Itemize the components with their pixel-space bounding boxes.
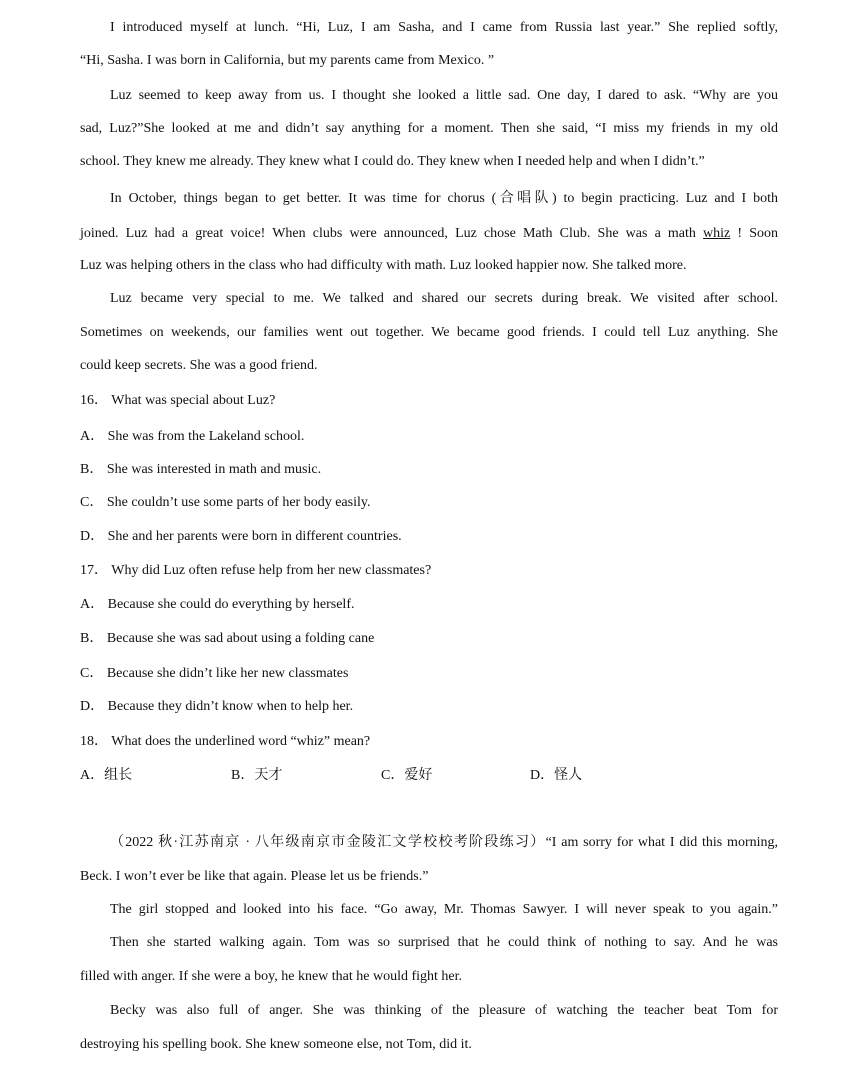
passage2-paragraph3-line1: Then she started walking again. Tom was so surprised that he could think of nothing to say. And he was	[110, 935, 778, 950]
question-17-option-b[interactable]: B． Because she was sad about using a folding cane	[80, 631, 375, 646]
passage1-paragraph3-line1: In October, things began to get better. It was time for chorus (合唱队) to begin practicing. Luz and I both	[110, 191, 778, 206]
passage2-intro-line2: Beck. I won’t ever be like that again. Please let us be friends.”	[80, 869, 429, 884]
question-16-option-c[interactable]: C． She couldn’t use some parts of her body easily.	[80, 495, 371, 510]
passage2-paragraph4-line2: destroying his spelling book. She knew someone else, not Tom, did it.	[80, 1037, 472, 1052]
question-16-option-d[interactable]: D． She and her parents were born in different countries.	[80, 529, 402, 544]
question-16-option-b[interactable]: B． She was interested in math and music.	[80, 462, 322, 477]
passage2-paragraph4-line1: Becky was also full of anger. She was thinking of the pleasure of watching the teacher beat Tom for	[110, 1003, 778, 1018]
passage1-paragraph3-line3: Luz was helping others in the class who had difficulty with math. Luz looked happier now. She talked more.	[80, 258, 687, 273]
question-18-stem: 18． What does the underlined word “whiz” mean?	[80, 734, 371, 749]
passage1-paragraph4-line3: could keep secrets. She was a good friend.	[80, 358, 318, 373]
question-18-options	[80, 766, 778, 786]
question-18-option-a[interactable]: A．组长	[80, 768, 133, 783]
passage1-paragraph3-line2	[80, 224, 778, 244]
passage1-paragraph3-line2-end: ! Soon	[730, 226, 778, 241]
passage1-paragraph2-line3: school. They knew me already. They knew what I could do. They knew when I needed help and when I didn’t.”	[80, 154, 705, 169]
passage1-paragraph2-line2: sad, Luz?”She looked at me and didn’t say anything for a moment. Then she said, “I miss my friends in my old	[80, 121, 778, 136]
passage2-paragraph3-line2: filled with anger. If she were a boy, he knew that he would fight her.	[80, 969, 463, 984]
question-16-option-a[interactable]: A． She was from the Lakeland school.	[80, 429, 305, 444]
passage2-paragraph2-line1: The girl stopped and looked into his face. “Go away, Mr. Thomas Sawyer. I will never speak to you again.”	[110, 902, 778, 917]
question-17-option-a[interactable]: A． Because she could do everything by herself.	[80, 597, 355, 612]
question-16-stem: 16． What was special about Luz?	[80, 393, 276, 408]
passage1-paragraph1-line2: “Hi, Sasha. I was born in California, but my parents came from Mexico. ”	[80, 53, 495, 68]
underlined-word-whiz: whiz	[703, 226, 731, 241]
question-18-option-b[interactable]: B．天才	[231, 768, 283, 783]
passage1-paragraph4-line1: Luz became very special to me. We talked and shared our secrets during break. We visited after school.	[110, 291, 778, 306]
passage1-paragraph1-line1: I introduced myself at lunch. “Hi, Luz, I am Sasha, and I came from Russia last year.” She replied softly,	[110, 20, 778, 35]
passage1-paragraph3-line2-start: joined. Luz had a great voice! When clubs were announced, Luz chose Math Club. She was a math	[80, 226, 704, 241]
question-18-option-d[interactable]: D．怪人	[530, 768, 583, 783]
question-18-option-c[interactable]: C．爱好	[381, 768, 433, 783]
passage1-paragraph4-line2: Sometimes on weekends, our families went out together. We became good friends. I could tell Luz anything. She	[80, 325, 778, 340]
question-17-option-d[interactable]: D． Because they didn’t know when to help her.	[80, 699, 354, 714]
question-17-option-c[interactable]: C． Because she didn’t like her new classmates	[80, 666, 349, 681]
passage1-paragraph2-line1: Luz seemed to keep away from us. I thought she looked a little sad. One day, I dared to ask. “Why are you	[110, 88, 778, 103]
question-17-stem: 17． Why did Luz often refuse help from her new classmates?	[80, 563, 432, 578]
passage2-intro-line1: （2022 秋·江苏南京 · 八年级南京市金陵汇文学校校考阶段练习）“I am sorry for what I did this morning,	[110, 835, 778, 850]
